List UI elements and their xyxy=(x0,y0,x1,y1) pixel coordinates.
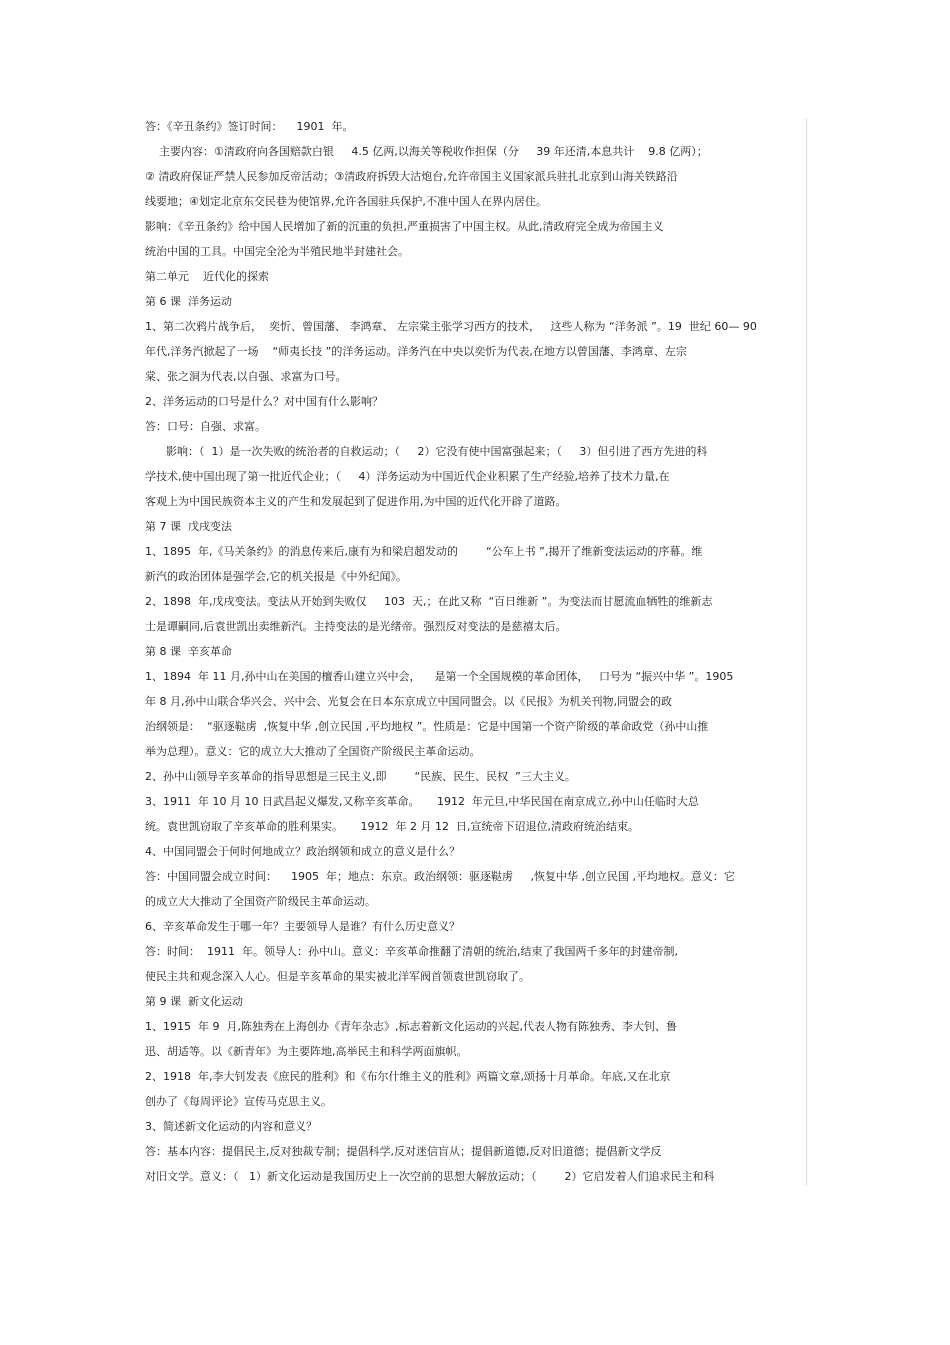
text-line: 线要地；④划定北京东交民巷为使馆界,允许各国驻兵保护,不准中国人在界内居住。 xyxy=(145,195,547,208)
text-line: 棠、张之洞为代表,以自强、求富为口号。 xyxy=(145,370,347,383)
text-line: 新汽的政治团体是强学会,它的机关报是《中外纪闻》。 xyxy=(145,570,407,583)
text-line: 创办了《每周评论》宣传马克思主义。 xyxy=(145,1095,332,1108)
text-line: 举为总理）。意义：它的成立大大推动了全国资产阶级民主革命运动。 xyxy=(145,745,481,758)
text-line: 统。袁世凯窃取了辛亥革命的胜利果实。 1912 年 2 月 12 日,宣统帝下诏退位,清政府统治结束。 xyxy=(145,820,639,833)
text-line: 士是谭嗣同,后袁世凯出卖维新汽。主持变法的是光绪帝。强烈反对变法的是慈禧太后。 xyxy=(145,620,567,633)
text-line: 客观上为中国民族资本主义的产生和发展起到了促进作用,为中国的近代化开辟了道路。 xyxy=(145,495,567,508)
text-line: 迅、胡适等。以《新青年》为主要阵地,高举民主和科学两面旗帜。 xyxy=(145,1045,468,1058)
text-line: 3、简述新文化运动的内容和意义？ xyxy=(145,1120,317,1133)
text-line: 1、第二次鸦片战争后， 奕忻、曾国藩、 李鸿章、 左宗棠主张学习西方的技术， 这些人称为 “洋务派 ”。19 世纪 60— 90 xyxy=(145,320,757,333)
text-line: 1、1894 年 11 月,孙中山在美国的檀香山建立兴中会， 是第一个全国规模的革命团体， 口号为 “振兴中华 ”。1905 xyxy=(145,670,734,683)
text-line: 2、1918 年,李大钊发表《庶民的胜利》和《布尔什维主义的胜利》两篇文章,颂扬十月革命。年底,又在北京 xyxy=(145,1070,671,1083)
text-line: 答：中国同盟会成立时间： 1905 年；地点：东京。政治纲领：驱逐鞑虏 ,恢复中华 ,创立民国 ,平均地权。意义：它 xyxy=(145,870,735,883)
text-line: 答：时间： 1911 年。领导人：孙中山。意义：辛亥革命推翻了清朝的统治,结束了我国两千多年的封建帝制, xyxy=(145,945,678,958)
text-line: 1、1915 年 9 月,陈独秀在上海创办《青年杂志》,标志着新文化运动的兴起,代表人物有陈独秀、李大钊、鲁 xyxy=(145,1020,677,1033)
text-line: 主要内容：①清政府向各国赔款白银 4.5 亿两,以海关等税收作担保（分 39 年还清,本息共计 9.8 亿两）； xyxy=(145,145,708,158)
text-line: 第二单元 近代化的探索 xyxy=(145,270,269,283)
text-line: 统治中国的工具。中国完全沦为半殖民地半封建社会。 xyxy=(145,245,409,258)
text-line: 影响：（ 1）是一次失败的统治者的自救运动；（ 2）它没有使中国富强起来；（ 3）但引进了西方先进的科 xyxy=(145,445,708,458)
text-line: 1、1895 年,《马关条约》的消息传来后,康有为和梁启超发动的 “公车上书 ”,揭开了维新变法运动的序幕。维 xyxy=(145,545,703,558)
text-line: 使民主共和观念深入人心。但是辛亥革命的果实被北洋军阀首领袁世凯窃取了。 xyxy=(145,970,530,983)
text-line: 答：基本内容：提倡民主,反对独裁专制；提倡科学,反对迷信盲从；提倡新道德,反对旧道德；提倡新文学反 xyxy=(145,1145,662,1158)
margin-rule xyxy=(806,118,807,1186)
text-line: 2、孙中山领导辛亥革命的指导思想是三民主义,即 “民族、民生、民权 ”三大主义。 xyxy=(145,770,576,783)
text-line: 第 9 课 新文化运动 xyxy=(145,995,243,1008)
text-line: 影响：《辛丑条约》给中国人民增加了新的沉重的负担,严重损害了中国主权。从此,清政府完全成为帝国主义 xyxy=(145,220,664,233)
text-line: 2、洋务运动的口号是什么？对中国有什么影响？ xyxy=(145,395,383,408)
text-line: 对旧文学。意义：（ 1）新文化运动是我国历史上一次空前的思想大解放运动；（ 2）它启发着人们追求民主和科 xyxy=(145,1170,715,1183)
text-line: 年代,洋务汽掀起了一场 “师夷长技 ”的洋务运动。洋务汽在中央以奕忻为代表,在地方以曾国藩、李鸿章、左宗 xyxy=(145,345,687,358)
text-line: 第 6 课 洋务运动 xyxy=(145,295,232,308)
text-line: 治纲领是： “驱逐鞑虏 ,恢复中华 ,创立民国 ,平均地权 ”。性质是：它是中国第一个资产阶级的革命政党（孙中山推 xyxy=(145,720,709,733)
text-line: 4、中国同盟会于何时何地成立？政治纲领和成立的意义是什么？ xyxy=(145,845,460,858)
text-line: 答：口号：自强、求富。 xyxy=(145,420,266,433)
text-line: ② 清政府保证严禁人民参加反帝活动；③清政府拆毁大沽炮台,允许帝国主义国家派兵驻扎北京到山海关铁路沿 xyxy=(145,170,678,183)
text-line: 的成立大大推动了全国资产阶级民主革命运动。 xyxy=(145,895,376,908)
text-line: 学技术,使中国出现了第一批近代企业；（ 4）洋务运动为中国近代企业积累了生产经验,培养了技术力量,在 xyxy=(145,470,670,483)
text-line: 答：《辛丑条约》签订时间： 1901 年。 xyxy=(145,120,354,133)
text-line: 第 8 课 辛亥革命 xyxy=(145,645,232,658)
document-body xyxy=(145,118,795,1193)
text-line: 3、1911 年 10 月 10 日武昌起义爆发,又称辛亥革命。 1912 年元旦,中华民国在南京成立,孙中山任临时大总 xyxy=(145,795,699,808)
text-line: 第 7 课 戊戌变法 xyxy=(145,520,232,533)
text-line: 2、1898 年,戊戌变法。变法从开始到失败仅 103 天,；在此又称 “百日维新 ”。为变法而甘愿流血牺牲的维新志 xyxy=(145,595,713,608)
text-line: 年 8 月,孙中山联合华兴会、兴中会、光复会在日本东京成立中国同盟会。以《民报》为机关刊物,同盟会的政 xyxy=(145,695,672,708)
text-line: 6、辛亥革命发生于哪一年？主要领导人是谁？有什么历史意义？ xyxy=(145,920,460,933)
